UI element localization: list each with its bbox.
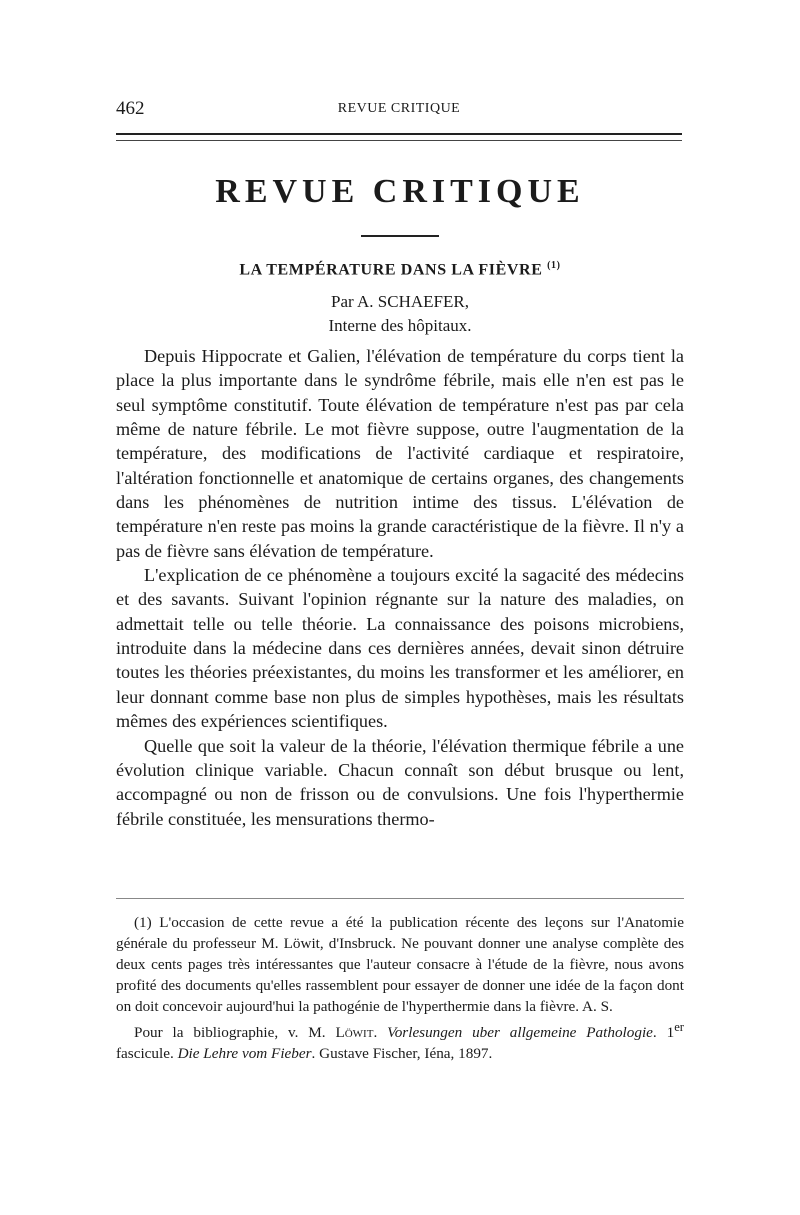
biblio-work-2: Die Lehre vom Fieber	[177, 1045, 312, 1063]
article-title-text: LA TEMPÉRATURE DANS LA FIÈVRE	[239, 261, 543, 279]
biblio-mid-1: . 1	[652, 1024, 675, 1042]
biblio-sep: .	[373, 1024, 388, 1042]
body-paragraph: Depuis Hippocrate et Galien, l'élévation de température du corps tient la place la plus importante dans le syndrôme fébrile, mais elle n'en est pas le seul symptôme constitutif. Toute élévation de température n'est pas par cela même de nature fébrile. Le mot fièvre suppose, outre l'augmentation de la température, des modifications de l'activité cardiaque et respiratoire, l'altération fonctionnelle et anatomique de certains organes, des changements dans les phénomènes de nutrition intime des tissus. L'élévation de température n'en reste pas moins la grande caractéristique de la fièvre. Il n'y a pas de fièvre sans élévation de température.	[116, 346, 684, 561]
biblio-tail: . Gustave Fischer, Iéna, 1897.	[311, 1045, 493, 1063]
article-title	[0, 260, 800, 279]
header-double-rule	[116, 133, 682, 141]
footnotes	[116, 912, 684, 1064]
page-number: 462	[116, 98, 145, 119]
biblio-mid-2: fascicule.	[116, 1045, 178, 1063]
biblio-lead: Pour la bibliographie, v. M.	[134, 1024, 336, 1042]
author-byline: Par A. SCHAEFER,	[331, 292, 469, 311]
footnote-1: (1) L'occasion de cette revue a été la publication récente des leçons sur l'Anatomie générale du professeur M. Löwit, d'Insbruck. Ne pouvant donner une analyse complète des deux cents pages très intéressantes que l'auteur consacre à l'étude de la fièvre, nous avons profité des documents qu'elles rassemblent pour essayer de donner une idée de la façon dont on doit concevoir aujourd'hui la pathogénie de l'hyperthermie dans la fièvre. A. S.	[116, 914, 684, 1015]
running-title: REVUE CRITIQUE	[337, 101, 461, 116]
author-affiliation: Interne des hôpitaux.	[328, 316, 472, 335]
biblio-author: Löwit	[335, 1024, 374, 1042]
footnote-rule	[116, 898, 684, 899]
biblio-ordinal: er	[674, 1020, 685, 1034]
biblio-work-1: Vorlesungen uber allgemeine Pathologie	[387, 1024, 653, 1042]
article-body	[116, 344, 684, 831]
body-paragraph: Quelle que soit la valeur de la théorie, l'élévation thermique fébrile a une évolution clinique variable. Chacun connaît son début brusque ou lent, accompagné ou non de frisson ou de convulsions. Une fois l'hyperthermie fébrile constituée, les mensurations thermo-	[116, 735, 684, 829]
title-divider	[361, 235, 439, 237]
body-paragraph: L'explication de ce phénomène a toujours excité la sagacité des médecins et des savants. Suivant l'opinion régnante sur la nature des maladies, on admettait telle ou telle théorie. La connaissance des poisons microbiens, introduite dans la médecine dans ces dernières années, devait sinon détruire toutes les théories préexistantes, du moins les transformer et les améliorer, en leur donnant comme base non plus de simples hypothèses, mais les résultats mêmes des expériences scientifiques.	[116, 565, 684, 732]
footnote-bibliography	[116, 1017, 684, 1064]
footnote-marker: (1)	[547, 260, 561, 271]
page-header	[116, 98, 682, 120]
section-title: REVUE CRITIQUE	[215, 173, 585, 210]
